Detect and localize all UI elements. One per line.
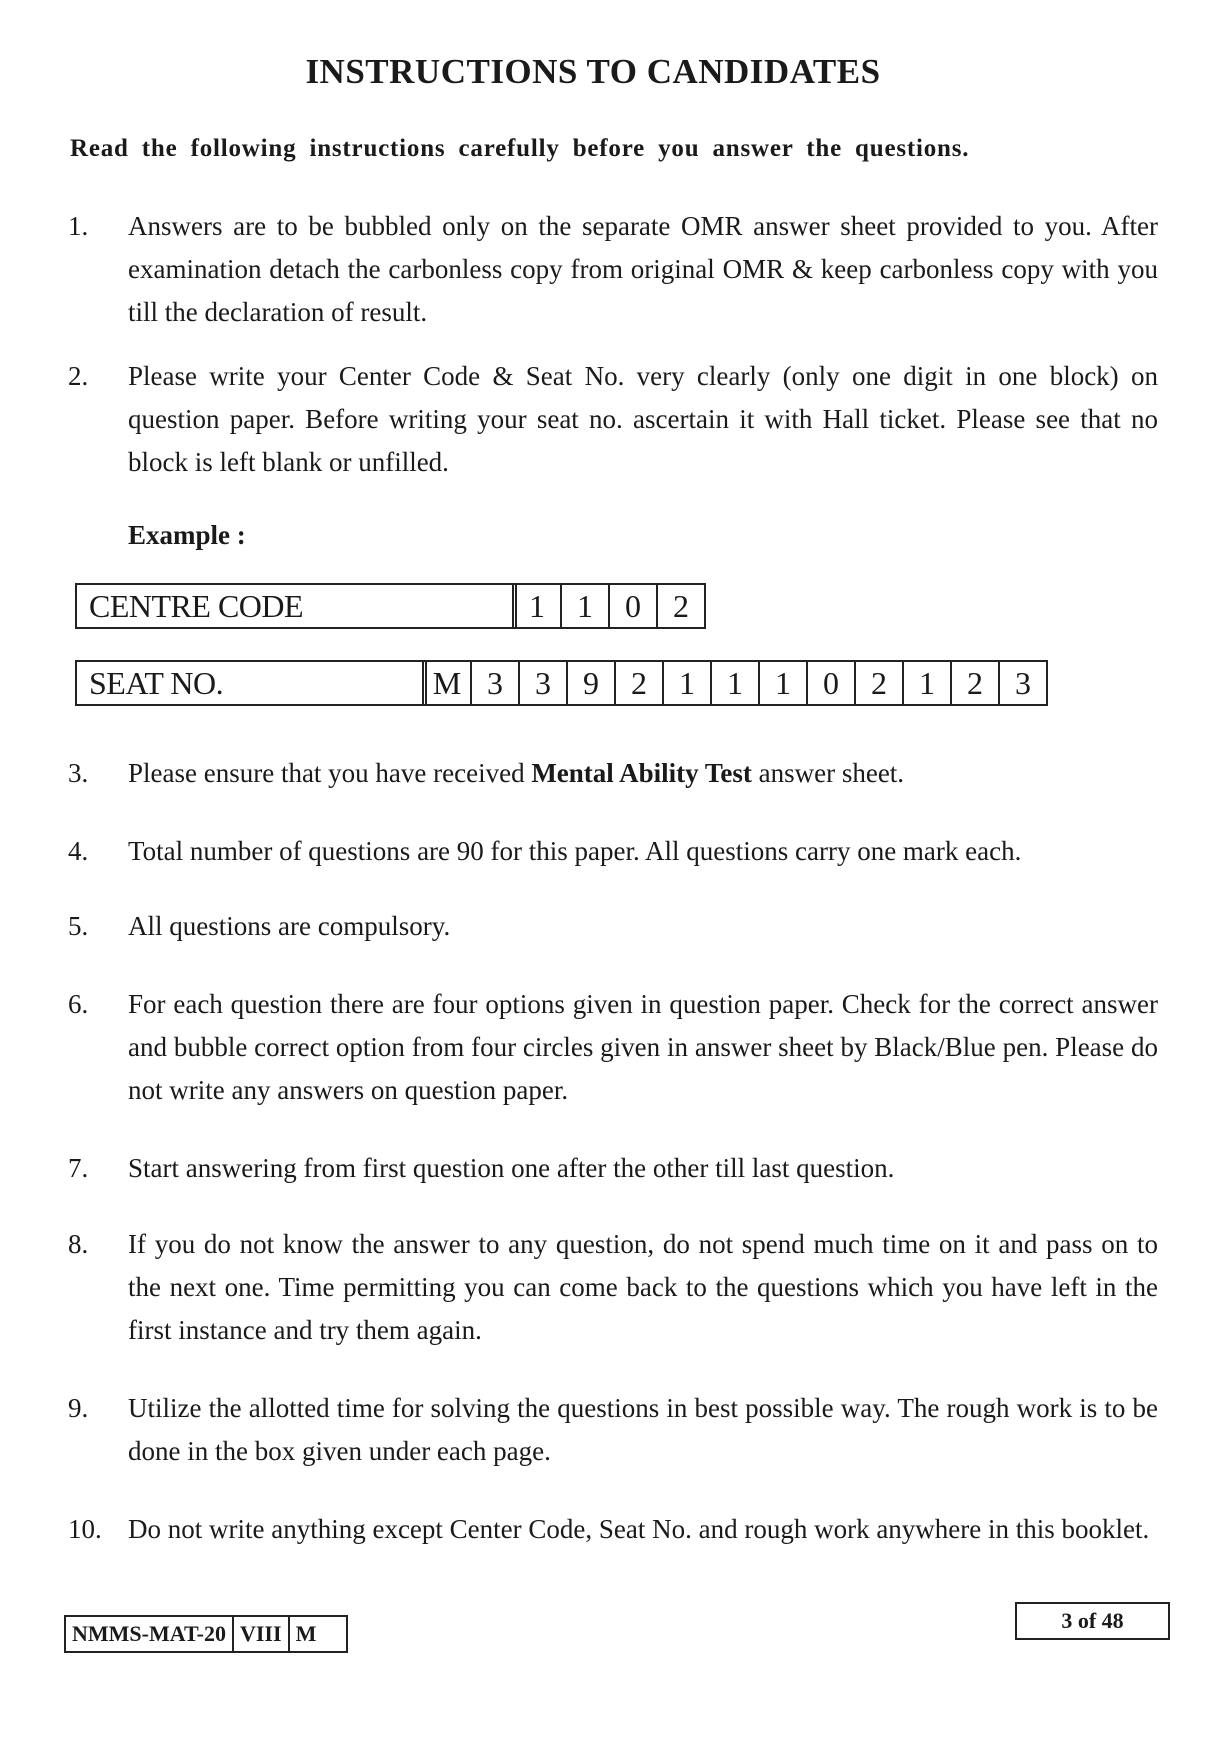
- seat-no-digit: 1: [758, 660, 808, 706]
- seat-no-digit: 1: [662, 660, 712, 706]
- item-text: Utilize the allotted time for solving the questions in best possible way. The rough work is to be done in the box given under each page.: [128, 1393, 1158, 1466]
- item-text: Answers are to be bubbled only on the separate OMR answer sheet provided to you. After examination detach the carbonless copy from original OMR & keep carbonless copy with you till the declaration of result.: [128, 211, 1158, 327]
- example-label: Example :: [128, 520, 246, 550]
- item-number: 9.: [68, 1393, 89, 1423]
- centre-code-digits: [514, 583, 706, 629]
- item-text-part: answer sheet.: [751, 758, 905, 788]
- item-text: Total number of questions are 90 for this paper. All questions carry one mark each.: [128, 836, 1022, 866]
- item-text: If you do not know the answer to any question, do not spend much time on it and pass on to the next one. Time permitting you can come back to the questions which you have left in the first instance and try them again.: [128, 1229, 1158, 1345]
- item-text: All questions are compulsory.: [128, 911, 451, 941]
- paper-code-box: [64, 1615, 348, 1655]
- page-number: 3 of 48: [1015, 1602, 1170, 1640]
- item-number: 5.: [68, 911, 89, 941]
- seat-no-digits: [424, 660, 1048, 706]
- centre-code-digit: 2: [656, 583, 706, 629]
- item-number: 3.: [68, 758, 89, 788]
- seat-no-digit: 1: [710, 660, 760, 706]
- item-text-emphasis: Mental Ability Test: [531, 758, 752, 788]
- paper-code: NMMS-MAT-20: [64, 1615, 234, 1653]
- seat-no-digit: 3: [470, 660, 520, 706]
- seat-no-digit: 1: [902, 660, 952, 706]
- item-number: 10.: [68, 1514, 102, 1544]
- item-text: For each question there are four options given in question paper. Check for the correct answer and bubble correct option from four circles given in answer sheet by Black/Blue pen. Please do not write any answers on question paper.: [128, 989, 1158, 1105]
- seat-no-digit: 2: [614, 660, 664, 706]
- seat-no-digit: 0: [806, 660, 856, 706]
- seat-no-digit: 3: [998, 660, 1048, 706]
- centre-code-digit: 1: [560, 583, 610, 629]
- medium-code: M: [288, 1615, 348, 1653]
- intro-text: Read the following instructions carefully before you answer the questions.: [70, 135, 970, 162]
- item-number: 8.: [68, 1229, 89, 1259]
- item-number: 7.: [68, 1153, 89, 1183]
- centre-code-digit: 0: [608, 583, 658, 629]
- item-number: 2.: [68, 361, 89, 391]
- seat-no-label: SEAT NO.: [89, 665, 224, 701]
- item-text: [128, 752, 1158, 795]
- item-number: 4.: [68, 836, 89, 866]
- centre-code-box: [75, 583, 517, 629]
- seat-no-digit: 9: [566, 660, 616, 706]
- page-title: INSTRUCTIONS TO CANDIDATES: [305, 52, 881, 91]
- item-number: 1.: [68, 211, 89, 241]
- centre-code-label: CENTRE CODE: [89, 588, 304, 624]
- centre-code-digit: 1: [512, 583, 562, 629]
- item-number: 6.: [68, 989, 89, 1019]
- seat-no-box: [75, 660, 427, 706]
- item-text: Please write your Center Code & Seat No. very clearly (only one digit in one block) on question paper. Before writing your seat no. ascertain it with Hall ticket. Please see that no block is left blank or unfilled.: [128, 361, 1158, 477]
- standard-code: VIII: [232, 1615, 290, 1653]
- seat-no-digit: 3: [518, 660, 568, 706]
- seat-no-digit: M: [422, 660, 472, 706]
- seat-no-digit: 2: [950, 660, 1000, 706]
- item-text-part: Please ensure that you have received: [128, 758, 532, 788]
- seat-no-digit: 2: [854, 660, 904, 706]
- item-text: Do not write anything except Center Code, Seat No. and rough work anywhere in this booklet.: [128, 1514, 1150, 1544]
- item-text: Start answering from first question one after the other till last question.: [128, 1153, 895, 1183]
